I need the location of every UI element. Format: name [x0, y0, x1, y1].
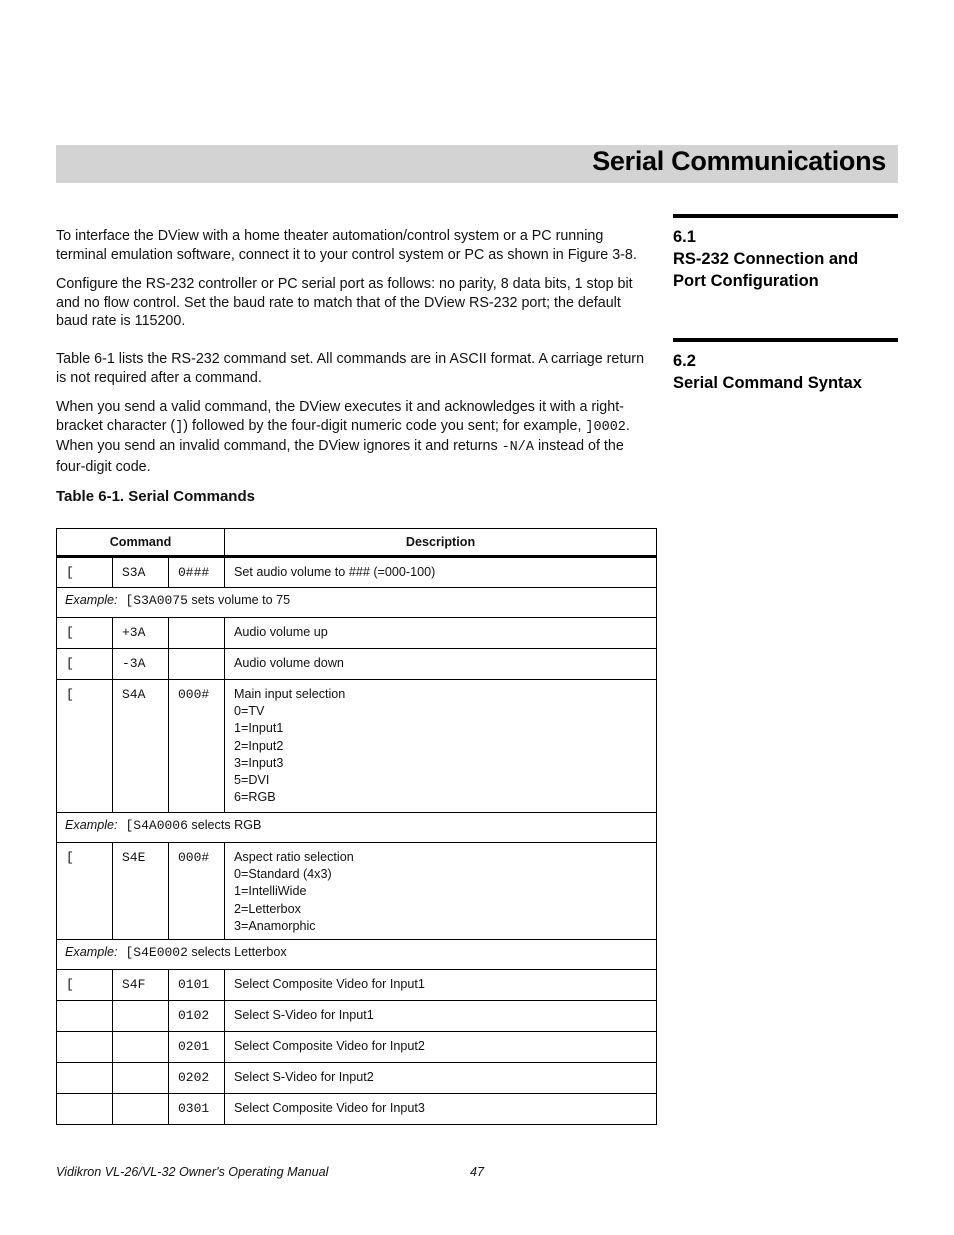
description-line: 0=Standard (4x3)	[234, 867, 332, 882]
description-line: 1=IntelliWide	[234, 884, 307, 899]
command-code: S3A	[113, 557, 169, 588]
description-line: Set audio volume to ### (=000-100)	[234, 565, 436, 579]
example-row	[57, 813, 657, 843]
table-caption: Table 6-1. Serial Commands	[56, 488, 255, 505]
description-line: Select Composite Video for Input3	[234, 1101, 425, 1115]
table-row	[57, 557, 657, 588]
example-text: selects RGB	[187, 818, 262, 832]
command-description	[225, 557, 657, 588]
section-6-2-heading	[673, 338, 898, 394]
example-row	[57, 940, 657, 970]
command-value: 000#	[169, 843, 225, 940]
description-line: 2=Letterbox	[234, 901, 301, 916]
code-run: -N/A	[501, 440, 534, 456]
command-code	[113, 1094, 169, 1125]
command-description	[225, 1063, 657, 1094]
command-value: 0102	[169, 1001, 225, 1032]
command-prefix: [	[57, 649, 113, 680]
command-description	[225, 618, 657, 649]
example-cell	[57, 813, 657, 843]
section-title-line: Serial Command Syntax	[673, 374, 862, 392]
example-code: [S4A0006	[125, 818, 188, 833]
command-value: 0301	[169, 1094, 225, 1125]
command-code: +3A	[113, 618, 169, 649]
intro-paragraph: To interface the DView with a home theater automation/control system or a PC running terminal emulation software, connect it to your control system or PC as shown in Figure 3-8.	[56, 228, 637, 263]
command-code	[113, 1001, 169, 1032]
command-prefix: [	[57, 680, 113, 813]
command-prefix	[57, 1032, 113, 1063]
table-row	[57, 970, 657, 1001]
config-paragraph: Configure the RS-232 controller or PC serial port as follows: no parity, 8 data bits, 1 stop bit and no flow control. Set the baud rate to match that of the DView RS-232 port; the default baud rate is 115200.	[56, 276, 633, 330]
table-row	[57, 680, 657, 813]
command-set-paragraph: Table 6-1 lists the RS-232 command set. All commands are in ASCII format. A carriage return is not required after a command.	[56, 351, 645, 386]
example-label: Example:	[65, 593, 118, 607]
table-row	[57, 1094, 657, 1125]
command-value: 0202	[169, 1063, 225, 1094]
code-run: ]	[175, 419, 184, 435]
table-row	[57, 618, 657, 649]
command-description	[225, 1032, 657, 1063]
text-run: . When you send an invalid command, the DView ignores it and returns	[56, 417, 630, 455]
example-cell	[57, 940, 657, 970]
command-code: S4E	[113, 843, 169, 940]
command-value	[169, 618, 225, 649]
command-prefix: [	[57, 618, 113, 649]
description-line: 1=Input1	[234, 721, 284, 736]
description-line: Audio volume up	[234, 625, 328, 639]
section-number: 6.1	[673, 228, 696, 246]
example-row	[57, 588, 657, 618]
description-line: Main input selection	[234, 687, 346, 701]
text-run: When you send a valid command, the DView executes it and acknowledges it with a right-bracket character (	[56, 399, 624, 434]
description-header: Description	[225, 529, 657, 557]
example-text: selects Letterbox	[187, 945, 287, 959]
description-line: Select Composite Video for Input2	[234, 1039, 425, 1053]
command-prefix: [	[57, 557, 113, 588]
command-value: 000#	[169, 680, 225, 813]
example-code: [S4E0002	[125, 945, 188, 960]
table-header-row	[57, 529, 657, 557]
command-value: 0201	[169, 1032, 225, 1063]
command-code: -3A	[113, 649, 169, 680]
command-description	[225, 970, 657, 1001]
title-bar	[56, 145, 898, 183]
example-label: Example:	[65, 818, 118, 832]
command-description	[225, 680, 657, 813]
table-row	[57, 843, 657, 940]
example-cell	[57, 588, 657, 618]
description-line: Select S-Video for Input2	[234, 1070, 374, 1084]
acknowledge-paragraph	[56, 398, 656, 476]
table-row	[57, 1032, 657, 1063]
command-code: S4A	[113, 680, 169, 813]
description-line: 0=TV	[234, 704, 265, 719]
command-value: 0###	[169, 557, 225, 588]
command-code	[113, 1063, 169, 1094]
page-title: Serial Communications	[592, 146, 886, 176]
serial-commands-table	[56, 528, 657, 1125]
example-label: Example:	[65, 945, 118, 959]
description-line: Audio volume down	[234, 656, 344, 670]
description-line: 5=DVI	[234, 773, 270, 788]
description-line: Aspect ratio selection	[234, 850, 354, 864]
section-number: 6.2	[673, 352, 696, 370]
description-line: 3=Anamorphic	[234, 918, 316, 933]
command-value	[169, 649, 225, 680]
section-6-1-heading	[673, 214, 898, 292]
description-line: 6=RGB	[234, 790, 276, 805]
command-description	[225, 649, 657, 680]
command-prefix: [	[57, 843, 113, 940]
command-description	[225, 843, 657, 940]
description-line: Select Composite Video for Input1	[234, 977, 425, 991]
text-run: instead of the four-digit code.	[56, 438, 624, 475]
command-header: Command	[57, 529, 225, 557]
table-row	[57, 649, 657, 680]
section-title-line: Port Configuration	[673, 272, 819, 290]
footer-manual-title: Vidikron VL-26/VL-32 Owner's Operating Manual	[56, 1165, 329, 1179]
description-line: 3=Input3	[234, 755, 284, 770]
command-code	[113, 1032, 169, 1063]
section-title-line: RS-232 Connection and	[673, 250, 859, 268]
table-row	[57, 1063, 657, 1094]
command-description	[225, 1094, 657, 1125]
command-prefix	[57, 1094, 113, 1125]
command-prefix: [	[57, 970, 113, 1001]
command-code: S4F	[113, 970, 169, 1001]
footer-page-number: 47	[470, 1165, 485, 1179]
command-description	[225, 1001, 657, 1032]
table-row	[57, 1001, 657, 1032]
command-value: 0101	[169, 970, 225, 1001]
command-prefix	[57, 1001, 113, 1032]
description-line: Select S-Video for Input1	[234, 1008, 374, 1022]
description-line: 2=Input2	[234, 738, 284, 753]
command-prefix	[57, 1063, 113, 1094]
code-run: ]0002	[585, 419, 626, 435]
example-code: [S3A0075	[125, 593, 188, 608]
example-text: sets volume to 75	[187, 593, 291, 607]
text-run: ) followed by the four-digit numeric code you sent; for example,	[183, 417, 586, 434]
